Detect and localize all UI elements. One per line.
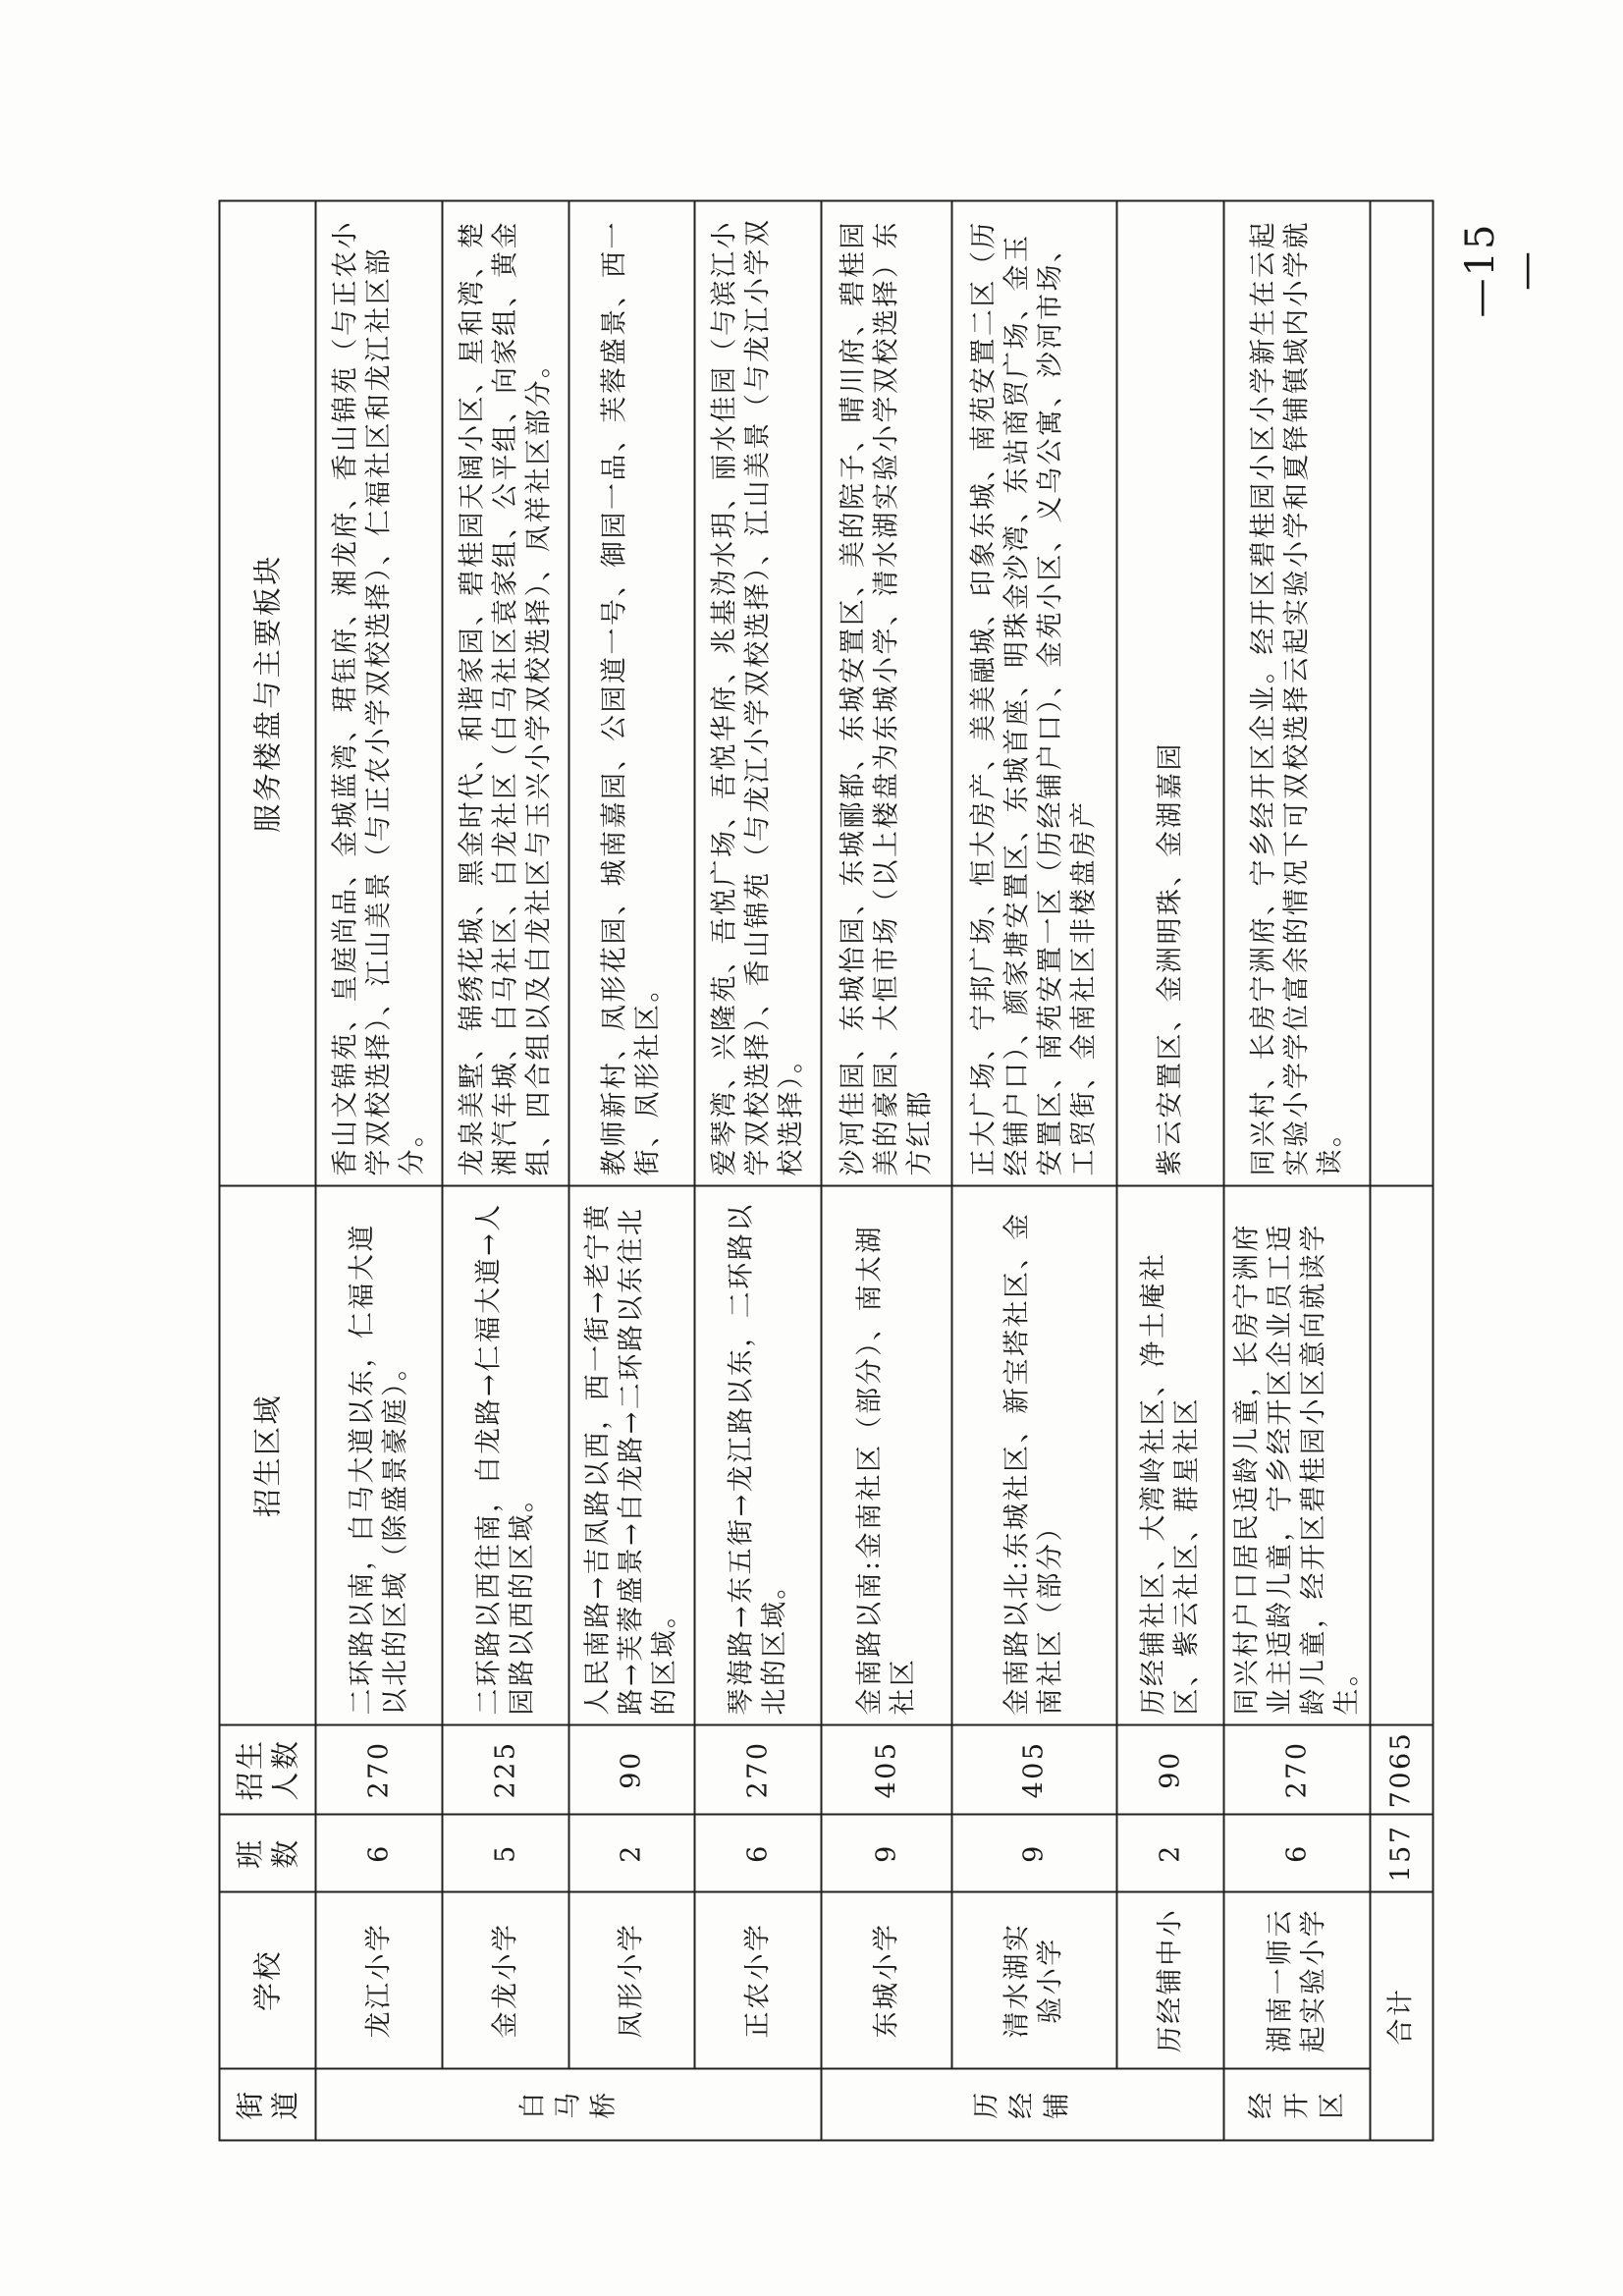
table-row bbox=[694, 200, 821, 2140]
table-row bbox=[442, 200, 568, 2140]
estates-cell: 爱琴湾、兴隆苑、吾悦广场、吾悦华府、兆基沩水玥、丽水佳园（与滨江小学双校选择）、香山锦苑（与龙江小学双校选择）、江山美景（与龙江小学双校选择）。 bbox=[694, 200, 821, 1185]
area-cell: 人民南路→吉凤路以西，西一街→老宁黄路→芙蓉盛景→白龙路→二环路以东往北的区域。 bbox=[568, 1185, 694, 1724]
enroll-cell: 270 bbox=[315, 1724, 442, 1814]
header-enroll-label: 招生人数 bbox=[233, 1738, 301, 1801]
school-cell: 东城小学 bbox=[821, 1891, 951, 2068]
classes-cell: 6 bbox=[1223, 1814, 1370, 1891]
table-row bbox=[821, 200, 951, 2140]
total-classes: 157 bbox=[1370, 1814, 1433, 1891]
area-cell: 琴海路→东五街→龙江路以东，二环路以北的区域。 bbox=[694, 1185, 821, 1724]
header-estates: 服务楼盘与主要板块 bbox=[219, 200, 315, 1185]
rotated-table-container bbox=[218, 201, 1432, 2141]
school-cell: 历经铺中小 bbox=[1116, 1891, 1223, 2068]
street-label: 白马桥 bbox=[516, 2089, 619, 2119]
enroll-cell: 405 bbox=[951, 1724, 1116, 1814]
school-cell: 正农小学 bbox=[694, 1891, 821, 2068]
estates-cell: 香山文锦苑、皇庭尚品、金城蓝湾、珺钰府、湘龙府、香山锦苑（与正农小学双校选择）、江山美景（与正农小学双校选择）、仁福社区和龙江社区部分。 bbox=[315, 200, 442, 1185]
header-area: 招生区域 bbox=[219, 1185, 315, 1724]
street-cell bbox=[1223, 2068, 1370, 2140]
classes-cell: 9 bbox=[951, 1814, 1116, 1891]
street-label: 经开区 bbox=[1245, 2089, 1347, 2119]
estates-cell: 龙泉美墅、锦绣花城、黑金时代、和谐家园、碧桂园天阔小区、星和湾、楚湘汽车城、白马社区、白龙社区（白马社区袁家组、公平组、向家组、黄金组、四合组以及白龙社区与玉兴小学双校选择）、凤祥社区部分。 bbox=[442, 200, 568, 1185]
header-street-label: 街道 bbox=[233, 2088, 301, 2120]
enroll-cell: 270 bbox=[1223, 1724, 1370, 1814]
school-cell: 湖南一师云起实验小学 bbox=[1223, 1891, 1370, 2068]
enroll-cell: 405 bbox=[821, 1724, 951, 1814]
table-row bbox=[951, 200, 1116, 2140]
classes-cell: 6 bbox=[694, 1814, 821, 1891]
estates-cell: 正大广场、宁邦广场、恒大房产、美美融城、印象东城、南苑安置二区（历经铺户口）、颜家塘安置区、东城首座、明珠金沙湾、东站商贸广场、金玉安置区、南苑安置一区（历经铺户口）、金苑小区、义乌公寓、沙河市场、工贸街、金南社区非楼盘房产 bbox=[951, 200, 1116, 1185]
estates-cell: 紫云安置区、金洲明珠、金湖嘉园 bbox=[1116, 200, 1223, 1185]
estates-cell: 教师新村、凤形花园、城南嘉园、公园道一号、御园一品、芙蓉盛景、西一街、凤形社区。 bbox=[568, 200, 694, 1185]
header-classes bbox=[219, 1814, 315, 1891]
total-label: 合计 bbox=[1370, 1891, 1433, 2140]
classes-cell: 5 bbox=[442, 1814, 568, 1891]
classes-cell: 2 bbox=[1116, 1814, 1223, 1891]
classes-cell: 9 bbox=[821, 1814, 951, 1891]
enroll-cell: 90 bbox=[568, 1724, 694, 1814]
header-school: 学校 bbox=[219, 1891, 315, 2068]
total-area-empty bbox=[1370, 1185, 1433, 1724]
estates-cell: 沙河佳园、东城怡园、东城郦都、东城安置区、美的院子、晴川府、碧桂园美的豪园、大恒市场（以上楼盘为东城小学、清水湖实验小学双校选择）东方红郡 bbox=[821, 200, 951, 1185]
enrollment-table bbox=[218, 199, 1434, 2141]
street-cell bbox=[821, 2068, 1223, 2140]
school-cell: 金龙小学 bbox=[442, 1891, 568, 2068]
area-cell: 二环路以南，白马大道以东，仁福大道以北的区域（除盛景豪庭）。 bbox=[315, 1185, 442, 1724]
enroll-cell: 90 bbox=[1116, 1724, 1223, 1814]
table-row bbox=[568, 200, 694, 2140]
total-row bbox=[1370, 200, 1433, 2140]
total-enroll: 7065 bbox=[1370, 1724, 1433, 1814]
school-cell: 龙江小学 bbox=[315, 1891, 442, 2068]
area-cell: 金南路以南:金南社区（部分）、南太湖社区 bbox=[821, 1185, 951, 1724]
classes-cell: 2 bbox=[568, 1814, 694, 1891]
header-street bbox=[219, 2068, 315, 2140]
area-cell: 同兴村户口居民适龄儿童，长房宁洲府业主适龄儿童，宁乡经开区企业员工适龄儿童，经开区碧桂园小区意向就读学生。 bbox=[1223, 1185, 1370, 1724]
header-classes-label: 班数 bbox=[233, 1836, 301, 1869]
school-cell: 凤形小学 bbox=[568, 1891, 694, 2068]
table-row bbox=[1116, 200, 1223, 2140]
table-row bbox=[1223, 200, 1370, 2140]
classes-cell: 6 bbox=[315, 1814, 442, 1891]
street-cell bbox=[315, 2068, 821, 2140]
table-row bbox=[315, 200, 442, 2140]
total-estates-empty bbox=[1370, 200, 1433, 1185]
area-cell: 二环路以西往南，白龙路→仁福大道→人园路以西的区域。 bbox=[442, 1185, 568, 1724]
school-cell: 清水湖实验小学 bbox=[951, 1891, 1116, 2068]
enroll-cell: 270 bbox=[694, 1724, 821, 1814]
header-enroll bbox=[219, 1724, 315, 1814]
enroll-cell: 225 bbox=[442, 1724, 568, 1814]
area-cell: 历经铺社区、大湾岭社区、净土庵社区、紫云社区、群星社区 bbox=[1116, 1185, 1223, 1724]
street-label: 历经铺 bbox=[971, 2089, 1072, 2119]
area-cell: 金南路以北:东城社区、新宝塔社区、金南社区（部分） bbox=[951, 1185, 1116, 1724]
header-row bbox=[219, 200, 315, 2140]
estates-cell: 同兴村、长房宁洲府、宁乡经开区企业。经开区碧桂园小区小学新生在云起实验小学学位富余的情况下可双校选择云起实验小学和夏铎铺镇域内小学就读。 bbox=[1223, 200, 1370, 1185]
page-number: —15— bbox=[1458, 222, 1548, 318]
